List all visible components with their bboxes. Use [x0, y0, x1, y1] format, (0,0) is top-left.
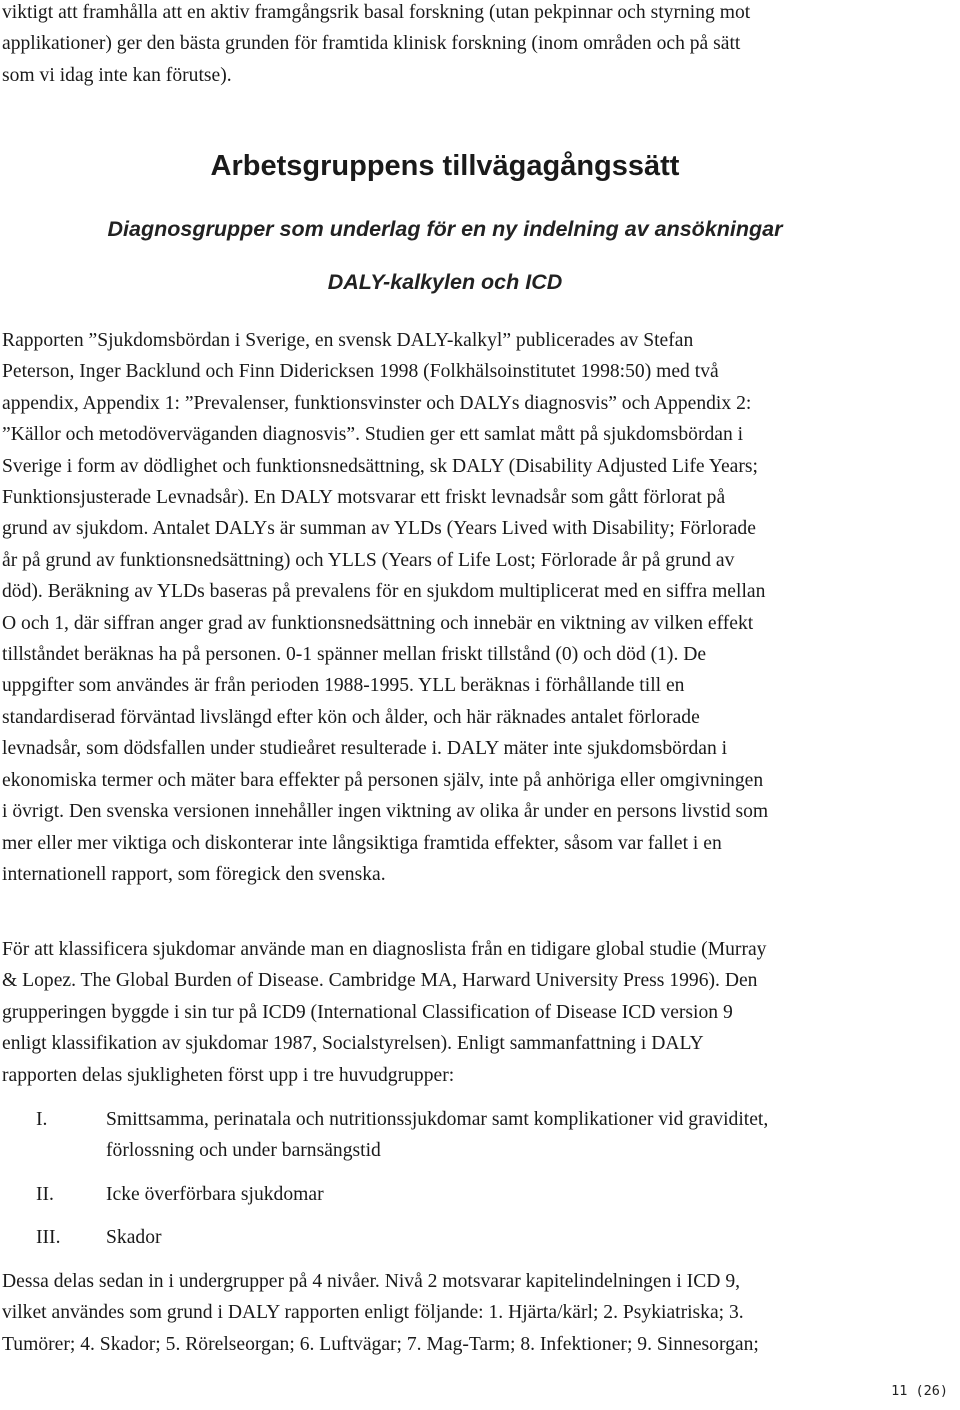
- daly-paragraph: [2, 325, 892, 890]
- text-line: i övrigt. Den svenska versionen innehåller ingen viktning av olika år under en persons livstid som: [2, 801, 769, 823]
- text-line: & Lopez. The Global Burden of Disease. Cambridge MA, Harward University Press 1996). Den: [2, 970, 758, 992]
- subgroup-paragraph: [2, 1266, 892, 1360]
- list-text: [106, 1104, 896, 1167]
- text-line: rapporten delas sjukligheten först upp i tre huvudgrupper:: [2, 1064, 455, 1086]
- text-line: uppgifter som användes är från perioden 1988-1995. YLL beräknas i förhållande till en: [2, 675, 685, 697]
- text-line: enligt klassifikation av sjukdomar 1987, Socialstyrelsen). Enligt sammanfattning i DALY: [2, 1033, 704, 1055]
- text-line: som vi idag inte kan förutse).: [2, 64, 232, 86]
- text-line: tillståndet beräknas ha på personen. 0-1 spänner mellan friskt tillstånd (0) och död (1). De: [2, 644, 707, 666]
- text-line: Rapporten ”Sjukdomsbördan i Sverige, en svensk DALY-kalkyl” publicerades av Stefan: [2, 330, 694, 351]
- text-line: levnadsår, som dödsfallen under studieåret resulterade i. DALY mäter inte sjukdomsbördan i: [2, 738, 728, 760]
- section-heading: Arbetsgruppens tillvägagångssätt: [210, 150, 680, 182]
- text-line: standardiserad förväntad livslängd efter kön och ålder, och här räknades antalet förlorade: [2, 706, 700, 728]
- text-line: grupperingen byggde i sin tur på ICD9 (International Classification of Disease ICD version 9: [2, 1001, 733, 1023]
- subheading-daly-icd: DALY-kalkylen och ICD: [327, 270, 563, 294]
- list-number: II.: [36, 1184, 54, 1205]
- subheading-diagnosgrupper: Diagnosgrupper som underlag för en ny indelning av ansökningar: [107, 217, 783, 241]
- text-line: Icke överförbara sjukdomar: [106, 1184, 324, 1205]
- text-line: Tumörer; 4. Skador; 5. Rörelseorgan; 6. Luftvägar; 7. Mag-Tarm; 8. Infektioner; 9. Sinnesorgan;: [2, 1333, 759, 1355]
- text-line: appendix, Appendix 1: ”Prevalenser, funktionsvinster och DALYs diagnosvis” och Appendix 2:: [2, 392, 752, 414]
- page-number: 11 (26): [891, 1383, 948, 1399]
- classification-paragraph: [2, 934, 892, 1091]
- text-line: vilket användes som grund i DALY rapporten enligt följande: 1. Hjärta/kärl; 2. Psykiatriska; 3.: [2, 1302, 744, 1324]
- text-line: Peterson, Inger Backlund och Finn Didericksen 1998 (Folkhälsoinstitutet 1998:50) med två: [2, 361, 719, 383]
- text-line: död). Beräkning av YLDs baseras på prevalens för en sjukdom multiplicerat med en siffra mellan: [2, 581, 766, 603]
- intro-paragraph: [2, 0, 892, 91]
- list-text: [106, 1222, 896, 1253]
- text-line: Smittsamma, perinatala och nutritionssjukdomar samt komplikationer vid graviditet,: [106, 1109, 769, 1130]
- text-line: mer eller mer viktiga och diskonterar inte långsiktiga framtida effekter, såsom var fallet i en: [2, 832, 722, 854]
- text-line: år på grund av funktionsnedsättning) och YLLS (Years of Life Lost; Förlorade år på grund av: [2, 549, 735, 571]
- text-line: Skador: [106, 1227, 162, 1248]
- text-line: förlossning och under barnsängstid: [106, 1140, 381, 1162]
- list-text: [106, 1179, 896, 1210]
- text-line: internationell rapport, som föregick den svenska.: [2, 863, 386, 885]
- text-line: För att klassificera sjukdomar använde man en diagnoslista från en tidigare global studie (Murray: [2, 939, 767, 960]
- text-line: Sverige i form av dödlighet och funktionsnedsättning, sk DALY (Disability Adjusted Life Years;: [2, 455, 758, 477]
- text-line: ekonomiska termer och mäter bara effekter på personen själv, inte på anhöriga eller omgivningen: [2, 769, 764, 791]
- text-line: viktigt att framhålla att en aktiv framgångsrik basal forskning (utan pekpinnar och styrning mot: [2, 2, 751, 23]
- text-line: applikationer) ger den bästa grunden för framtida klinisk forskning (inom områden och på sätt: [2, 33, 741, 55]
- list-number: I.: [36, 1109, 48, 1130]
- text-line: Dessa delas sedan in i undergrupper på 4 nivåer. Nivå 2 motsvarar kapitelindelningen i ICD 9,: [2, 1271, 741, 1292]
- text-line: Funktionsjusterade Levnadsår). En DALY motsvarar ett friskt levnadsår som gått förlorat på: [2, 487, 726, 509]
- text-line: O och 1, där siffran anger grad av funktionsnedsättning och innebär en viktning av vilken effekt: [2, 612, 754, 634]
- text-line: ”Källor och metodöverväganden diagnosvis”. Studien ger ett samlat mått på sjukdomsbördan i: [2, 424, 744, 446]
- text-line: grund av sjukdom. Antalet DALYs är summan av YLDs (Years Lived with Disability; Förlorade: [2, 518, 756, 540]
- list-number: III.: [36, 1227, 61, 1248]
